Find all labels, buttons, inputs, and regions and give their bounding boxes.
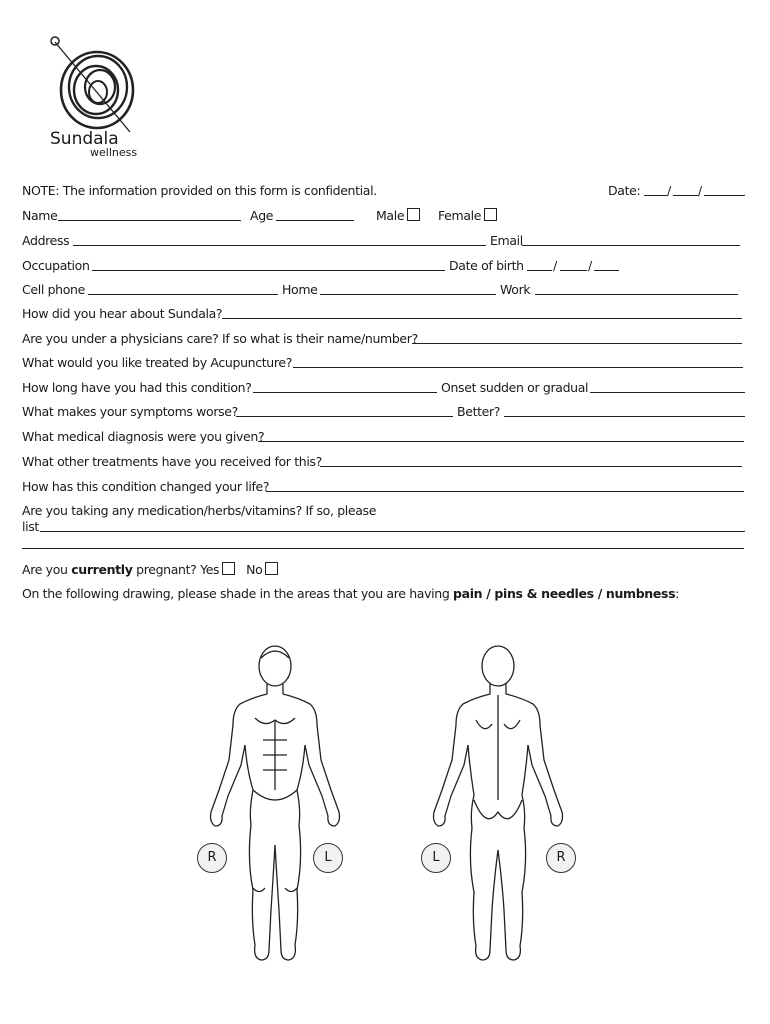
dob-day-field[interactable] xyxy=(560,270,587,271)
male-checkbox[interactable] xyxy=(407,208,420,221)
front-body-figure-icon[interactable] xyxy=(195,640,355,970)
female-option[interactable] xyxy=(438,208,497,223)
date-label: Date: xyxy=(608,183,641,198)
home-field[interactable] xyxy=(320,294,496,295)
diagnosis-label: What medical diagnosis were you given? xyxy=(22,429,265,444)
howlong-label: How long have you had this condition? xyxy=(22,380,252,395)
hear-field[interactable] xyxy=(222,318,742,319)
worse-field[interactable] xyxy=(236,416,453,417)
logo-spiral-icon xyxy=(40,32,150,132)
pregnant-pre: Are you xyxy=(22,562,72,577)
dob-year-field[interactable] xyxy=(594,270,619,271)
male-label: Male xyxy=(376,208,405,223)
cell-field[interactable] xyxy=(88,294,278,295)
female-checkbox[interactable] xyxy=(484,208,497,221)
email-field[interactable] xyxy=(522,245,740,246)
age-field[interactable] xyxy=(276,220,354,221)
better-field[interactable] xyxy=(504,416,745,417)
dob-month-field[interactable] xyxy=(527,270,552,271)
drawing-instruction xyxy=(22,586,679,601)
better-label: Better? xyxy=(457,404,501,419)
date-slash: / xyxy=(667,183,671,198)
treated-label: What would you like treated by Acupuncture? xyxy=(22,355,292,370)
physician-field[interactable] xyxy=(412,343,742,344)
date-day-field[interactable] xyxy=(673,195,698,196)
onset-label: Onset sudden or gradual xyxy=(441,380,589,395)
treated-field[interactable] xyxy=(293,367,743,368)
work-label: Work xyxy=(500,282,531,297)
logo-name: Sundala xyxy=(50,129,119,149)
back-left-marker: L xyxy=(421,843,451,873)
medication-field-1[interactable] xyxy=(40,531,745,532)
pregnant-no-label: No xyxy=(246,562,263,577)
worse-label: What makes your symptoms worse? xyxy=(22,404,238,419)
email-label: Email xyxy=(490,233,523,248)
date-month-field[interactable] xyxy=(644,195,667,196)
front-right-marker: R xyxy=(197,843,227,873)
occupation-label: Occupation xyxy=(22,258,90,273)
physician-label: Are you under a physicians care? If so what is their name/number? xyxy=(22,331,418,346)
onset-field[interactable] xyxy=(590,392,745,393)
pregnant-yes-checkbox[interactable] xyxy=(222,562,235,575)
medication-label: Are you taking any medication/herbs/vitamins? If so, please xyxy=(22,503,377,518)
female-label: Female xyxy=(438,208,482,223)
howlong-field[interactable] xyxy=(253,392,437,393)
work-field[interactable] xyxy=(535,294,738,295)
pregnant-question xyxy=(22,562,278,577)
pregnant-no-checkbox[interactable] xyxy=(265,562,278,575)
age-label: Age xyxy=(250,208,274,223)
pregnant-post: pregnant? Yes xyxy=(132,562,220,577)
diagnosis-field[interactable] xyxy=(258,441,744,442)
cell-label: Cell phone xyxy=(22,282,85,297)
hear-label: How did you hear about Sundala? xyxy=(22,306,223,321)
male-option[interactable] xyxy=(376,208,420,223)
treatments-field[interactable] xyxy=(320,466,742,467)
confidential-note: NOTE: The information provided on this form is confidential. xyxy=(22,183,377,198)
logo xyxy=(40,32,150,162)
drawing-bold: pain / pins & needles / numbness xyxy=(453,586,676,601)
name-field[interactable] xyxy=(58,220,241,221)
treatments-label: What other treatments have you received for this? xyxy=(22,454,322,469)
list-label: list xyxy=(22,519,39,534)
address-label: Address xyxy=(22,233,70,248)
drawing-post: : xyxy=(675,586,680,601)
dob-label: Date of birth xyxy=(449,258,524,273)
date-slash: / xyxy=(698,183,702,198)
back-body-figure-icon[interactable] xyxy=(418,640,578,970)
occupation-field[interactable] xyxy=(92,270,445,271)
date-year-field[interactable] xyxy=(704,195,745,196)
changed-label: How has this condition changed your life? xyxy=(22,479,270,494)
medication-field-2[interactable] xyxy=(22,548,744,549)
drawing-pre: On the following drawing, please shade in the areas that you are having xyxy=(22,586,454,601)
home-label: Home xyxy=(282,282,318,297)
changed-field[interactable] xyxy=(266,491,744,492)
dob-slash: / xyxy=(553,258,557,273)
logo-subtitle: wellness xyxy=(90,146,138,159)
name-label: Name xyxy=(22,208,58,223)
back-right-marker: R xyxy=(546,843,576,873)
pregnant-bold: currently xyxy=(71,562,133,577)
dob-slash: / xyxy=(588,258,592,273)
address-field[interactable] xyxy=(73,245,486,246)
front-left-marker: L xyxy=(313,843,343,873)
